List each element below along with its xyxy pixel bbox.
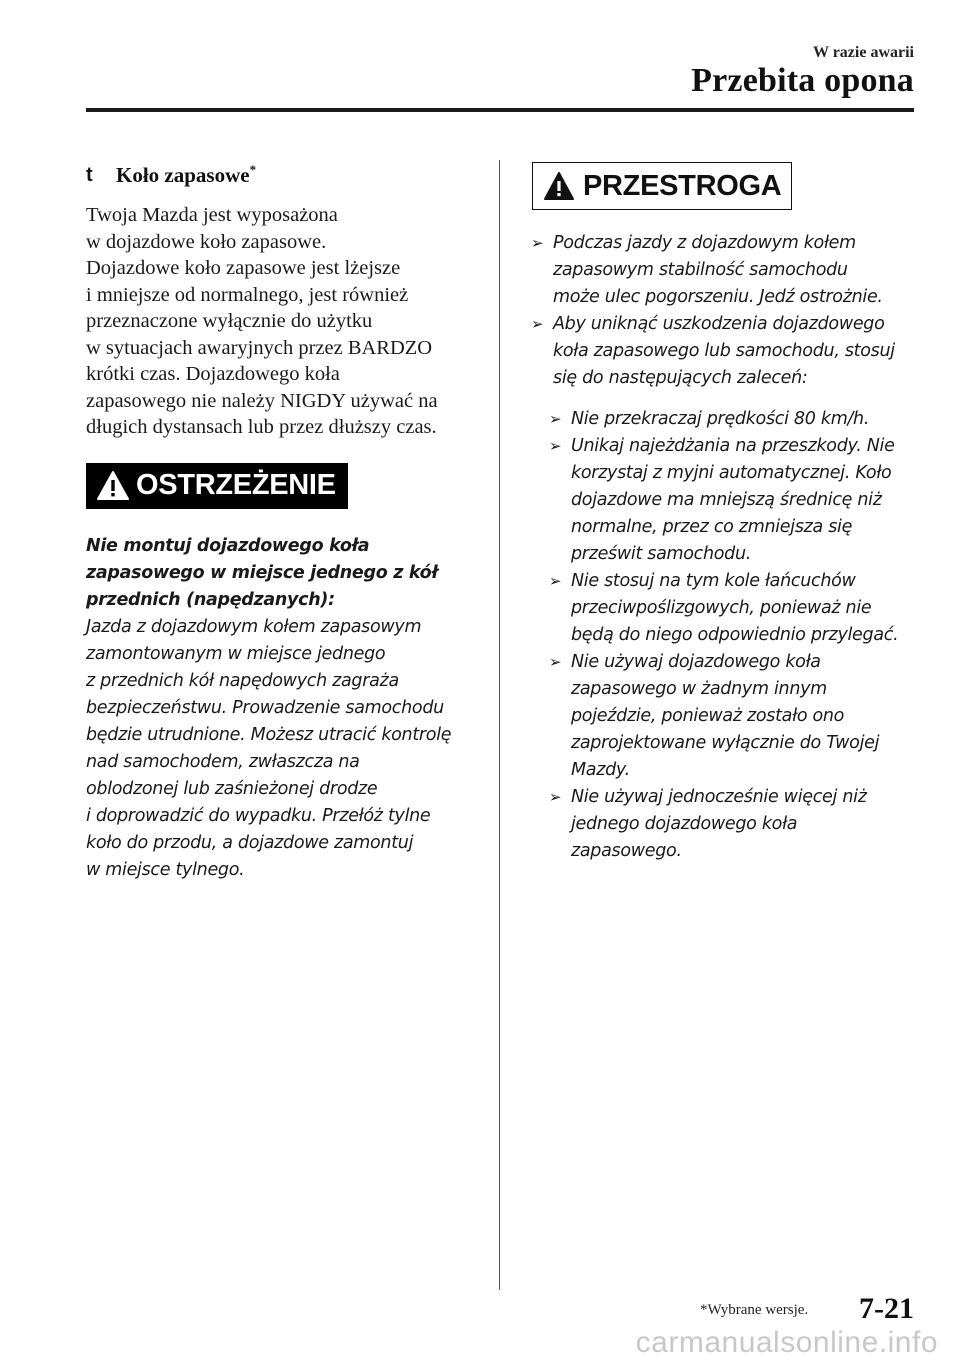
warning-line: nad samochodem, zwłaszcza na — [86, 751, 360, 772]
warning-line: będzie utrudnione. Możesz utracić kontrolę — [86, 724, 452, 745]
caution-subitem — [549, 568, 922, 649]
warning-line: bezpieczeństwu. Prowadzenie samochodu — [86, 697, 444, 718]
warning-label-box — [86, 463, 348, 509]
caution-line: prześwit samochodu. — [571, 544, 752, 564]
warning-line: z przednich kół napędowych zagraża — [86, 670, 399, 691]
caution-subitem — [549, 406, 922, 433]
header-section-label: W razie awarii — [812, 44, 914, 61]
caution-line: zapasowym stabilność samochodu — [553, 260, 848, 280]
header-rule — [86, 108, 914, 112]
caution-item — [531, 230, 922, 311]
caution-line: dojazdowe ma mniejszą średnicę niż — [571, 490, 882, 510]
section-heading-text: Koło zapasowe — [116, 163, 250, 187]
caution-line: Nie przekraczaj prędkości 80 km/h. — [571, 409, 870, 429]
caution-line: przeciwpoślizgowych, ponieważ nie — [571, 598, 872, 618]
caution-item — [531, 311, 922, 392]
warning-line: Jazda z dojazdowym kołem zapasowym — [86, 616, 422, 637]
arrow-bullet-icon: ➢ — [549, 410, 562, 428]
caution-line: Aby uniknąć uszkodzenia dojazdowego — [553, 314, 885, 334]
optional-star: * — [249, 162, 257, 177]
warning-bold-line: Nie montuj dojazdowego koła — [86, 535, 370, 556]
warning-triangle-icon — [96, 470, 130, 501]
caution-label: PRZESTROGA — [583, 169, 782, 202]
warning-bold-line: zapasowego w miejsce jednego z kół — [86, 562, 438, 583]
body-line: przeznaczone wyłącznie do użytku — [86, 310, 373, 332]
page-number: 7-21 — [859, 1292, 914, 1325]
warning-line: oblodzonej lub zaśnieżonej drodze — [86, 778, 378, 799]
body-line: w sytuacjach awaryjnych przez BARDZO — [86, 336, 433, 359]
caution-line: jednego dojazdowego koła — [571, 814, 798, 834]
caution-line: zapasowego. — [571, 841, 682, 861]
caution-subitem — [549, 784, 922, 865]
body-line: Twoja Mazda jest wyposażona — [86, 204, 338, 226]
caution-line: zaprojektowane wyłącznie do Twojej — [571, 733, 880, 753]
section-heading — [86, 160, 481, 190]
arrow-bullet-icon: ➢ — [549, 572, 562, 590]
warning-line: zamontowanym w miejsce jednego — [86, 643, 386, 664]
caution-subitem — [549, 433, 922, 568]
caution-line: zapasowego w żadnym innym — [571, 679, 827, 699]
warning-line: i doprowadzić do wypadku. Przełóż tylne — [86, 805, 431, 826]
body-line: krótki czas. Dojazdowego koła — [86, 363, 340, 385]
caution-line: Nie używaj jednocześnie więcej niż — [571, 787, 867, 807]
footnote: *Wybrane wersje. — [700, 1302, 809, 1318]
caution-subitem — [549, 649, 922, 784]
arrow-bullet-icon: ➢ — [549, 653, 562, 671]
arrow-bullet-icon: ➢ — [549, 437, 562, 455]
warning-label: OSTRZEŻENIE — [136, 469, 336, 501]
caution-line: Nie używaj dojazdowego koła — [571, 652, 821, 672]
arrow-bullet-icon: ➢ — [531, 234, 544, 252]
arrow-bullet-icon: ➢ — [549, 788, 562, 806]
left-column — [86, 160, 481, 884]
page-title: Przebita opona — [691, 62, 914, 99]
caution-line: pojeździe, ponieważ zostało ono — [571, 706, 845, 726]
section-marker: t — [86, 164, 93, 186]
warning-bold-line: przednich (napędzanych): — [86, 589, 335, 610]
warning-content — [86, 533, 481, 884]
caution-label-box — [532, 162, 792, 210]
caution-line: Unikaj najeżdżania na przeszkody. Nie — [571, 436, 895, 456]
arrow-bullet-icon: ➢ — [531, 315, 544, 333]
body-line: w dojazdowe koło zapasowe. — [86, 230, 327, 253]
caution-sublist — [527, 406, 922, 865]
right-column — [527, 162, 922, 865]
body-line: Dojazdowe koło zapasowe jest lżejsze — [86, 257, 401, 279]
caution-triangle-icon — [543, 171, 575, 201]
caution-line: koła zapasowego lub samochodu, stosuj — [553, 341, 895, 361]
caution-line: korzystaj z myjni automatycznej. Koło — [571, 463, 892, 483]
body-line: i mniejsze od normalnego, jest również — [86, 283, 409, 306]
caution-line: Mazdy. — [571, 760, 630, 780]
warning-line: koło do przodu, a dojazdowe zamontuj — [86, 832, 414, 853]
spare-description — [86, 202, 481, 441]
caution-list — [527, 230, 922, 865]
caution-line: może ulec pogorszeniu. Jedź ostrożnie. — [553, 287, 883, 307]
body-line: długich dystansach lub przez dłuższy czas. — [86, 416, 437, 438]
caution-line: normalne, przez co zmniejsza się — [571, 517, 853, 537]
caution-line: się do następujących zaleceń: — [553, 368, 808, 388]
caution-line: Nie stosuj na tym kole łańcuchów — [571, 571, 856, 591]
caution-line: będą do niego odpowiednio przylegać. — [571, 625, 899, 645]
caution-line: Podczas jazdy z dojazdowym kołem — [553, 233, 856, 253]
warning-line: w miejsce tylnego. — [86, 859, 245, 880]
column-divider — [499, 160, 500, 1290]
body-line: zapasowego nie należy NIGDY używać na — [86, 389, 438, 412]
watermark: carmanualsonline.info — [635, 1326, 938, 1359]
